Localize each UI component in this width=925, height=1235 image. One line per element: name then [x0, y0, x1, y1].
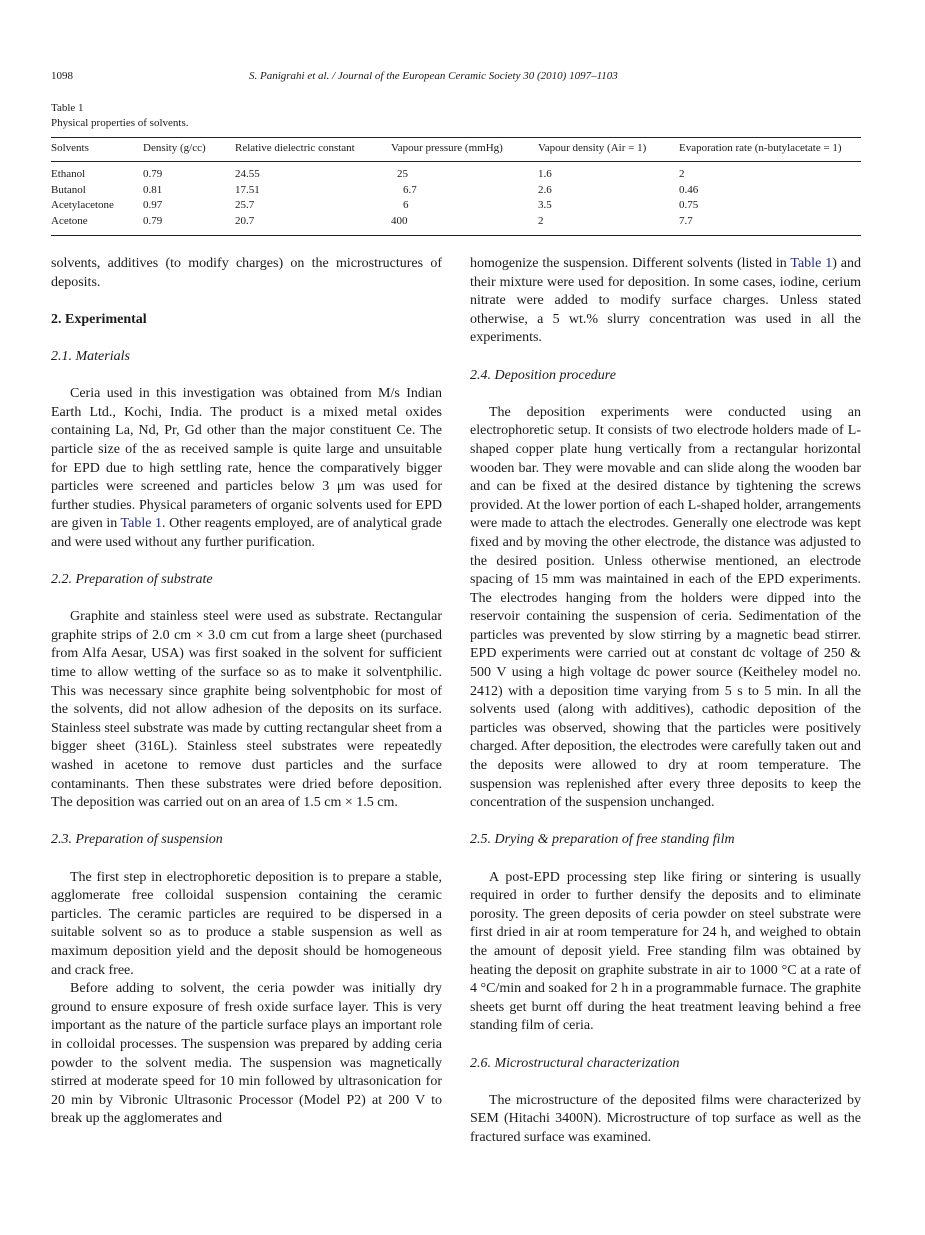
drying-paragraph: A post-EPD processing step like firing or sintering is usually required in order to further densify the deposits and to eliminate porosity. The green deposits of ceria powder on steel substrate were first dried in air at room temperature for 24 h, and weighed to obtain the amount of deposit yield. Free standing film was obtained by heating the deposit on graphite substrate in air to 1000 °C at a rate of 4 °C/min and soaked for 2 h in a programmable furnace. The graphite sheets get burnt off during the heat treatment leaving behind a free standing film of ceria.	[470, 869, 861, 1034]
table-cell: 6.7	[403, 183, 417, 196]
table-cell: 0.81	[143, 183, 163, 196]
table-cell: 25.7	[235, 199, 255, 211]
table-cell: 0.46	[679, 183, 699, 196]
table-row	[51, 198, 861, 214]
suspension-continued-paragraph	[470, 255, 861, 348]
table-row	[51, 162, 861, 183]
right-column	[470, 255, 861, 1148]
intro-tail-paragraph: solvents, additives (to modify charges) on the microstructures of deposits.	[51, 256, 442, 290]
table-cell: 7.7	[679, 214, 861, 236]
table-cell: 2.6	[538, 183, 552, 196]
table-cell: 0.97	[143, 199, 163, 211]
table-row	[51, 183, 861, 199]
column-header: Vapour pressure (mmHg)	[391, 138, 538, 162]
microstructural-paragraph: The microstructure of the deposited films were characterized by SEM (Hitachi 3400N). Microstructure of top surface as well as the fractured surface was examined.	[470, 1092, 861, 1145]
paragraph-text: ) and their mixture were used for deposition. In some cases, iodine, cerium nitrate were added to modify surface charges. Unless stated otherwise, a 5 wt.% slurry concentration was used in all the experiments.	[470, 256, 861, 346]
column-header: Density (g/cc)	[143, 138, 235, 162]
subsection-heading-substrate: 2.2. Preparation of substrate	[51, 572, 213, 588]
table-cell: 17.51	[235, 183, 260, 196]
table-title: Physical properties of solvents.	[51, 117, 189, 129]
table-cell: 20.7	[235, 214, 391, 236]
subsection-heading-suspension: 2.3. Preparation of suspension	[51, 832, 223, 848]
suspension-paragraph-2: Before adding to solvent, the ceria powder was initially dry ground to ensure exposure of fresh oxide surface layer. This is very important as the nature of the particle surface plays an important role in colloidal processes. The suspension was prepared by adding ceria powder to the solvent media. The suspension was magnetically stirred at moderate speed for 10 min followed by ultrasonication for 20 min by Vibronic Ultrasonic Processor (Model P2) at 200 V to break up the agglomerates and	[51, 981, 442, 1127]
section-heading-experimental: 2. Experimental	[51, 311, 147, 327]
table-cell: 25	[397, 168, 408, 180]
deposition-paragraph: The deposition experiments were conducted using an electrophoretic setup. It consists of two electrode holders made of L-shaped copper plate hung vertically from a rectangular horizontal wooden bar. They were movable and can slide along the wooden bar and can be fixed at the desired distance by tightening the screws provided. At the lower portion of each L-shaped holder, arrangements were made to attach the electrodes. Generally one electrode was kept fixed and by moving the other electrode, the distance was adjusted to the desired position. Unless otherwise mentioned, an electrode spacing of 15 mm was maintained in each of the EPD experiments. The electrodes hanging from the holders were dipped into the reservoir containing the suspension of ceria. Sedimentation of the particles was prevented by slow stirring by a magnetic bead stirrer. EPD experiments were carried out at constant dc voltage of 250 & 500 V using a high voltage dc power source (Keitheley model no. 2412) with a deposition time varying from 5 s to 5 min. In all the solvents used (along with additives), cathodic deposition of the particles was observed, showing that the particles were positively charged. After deposition, the electrodes were carefully taken out and the deposits were allowed to dry at room temperature. The suspension was replenished after every three deposits to keep the concentration of the suspension unchanged.	[470, 404, 861, 811]
paragraph-text: homogenize the suspension. Different solvents (listed in	[470, 256, 791, 271]
suspension-paragraph-1: The first step in electrophoretic deposition is to prepare a stable, agglomerate free colloidal suspension containing the ceramic particles. The ceramic particles are required to be dispersed in a suitable solvent so as to produce a stable suspension as well as maximum deposition yield and the deposit should be homogeneous and crack free.	[51, 869, 442, 978]
table-1-link[interactable]: Table 1	[120, 516, 163, 532]
table-row	[51, 214, 861, 236]
journal-reference: S. Panigrahi et al. / Journal of the European Ceramic Society 30 (2010) 1097–1103	[249, 70, 618, 82]
column-header: Solvents	[51, 138, 143, 162]
column-header: Evaporation rate (n-butylacetate = 1)	[679, 138, 861, 162]
subsection-heading-deposition: 2.4. Deposition procedure	[470, 367, 616, 383]
paragraph-text: Ceria used in this investigation was obtained from M/s Indian Earth Ltd., Kochi, India. The product is a mixed metal oxides containing La, Nd, Pr, Gd other than the major constituent Ce. The particle size of the as received sample is quite large and unsuitable for EPD due to high settling rate, hence the comparatively bigger particles were screened and particles below 3 μm was used for further studies. Physical parameters of organic solvents used for EPD are given in	[51, 386, 442, 532]
table-cell: 2	[538, 214, 679, 236]
table-cell: 1.6	[538, 168, 552, 180]
table-cell: Acetone	[51, 214, 143, 236]
table-label: Table 1	[51, 102, 84, 114]
table-cell: Ethanol	[51, 168, 86, 180]
table-cell: 0.79	[143, 168, 163, 180]
page-number: 1098	[51, 70, 73, 82]
table-cell: Butanol	[51, 183, 86, 196]
column-header: Vapour density (Air = 1)	[538, 138, 679, 162]
table-cell: 0.75	[679, 199, 699, 211]
subsection-heading-microstructural: 2.6. Microstructural characterization	[470, 1055, 680, 1071]
table-1-link[interactable]: Table 1	[790, 256, 833, 271]
subsection-heading-materials: 2.1. Materials	[51, 348, 130, 364]
subsection-heading-drying: 2.5. Drying & preparation of free standing film	[470, 832, 735, 848]
table-cell: 3.5	[538, 199, 552, 211]
table-header-row	[51, 138, 861, 162]
materials-paragraph	[51, 385, 442, 552]
table-cell: 6	[403, 199, 409, 211]
table-cell: 2	[679, 168, 685, 180]
table-caption	[51, 101, 188, 131]
paragraph-text: . Other reagents employed, are of analytical grade and were used without any further purification.	[51, 516, 442, 550]
table-cell: 0.79	[143, 214, 235, 236]
left-column	[51, 255, 442, 1129]
table-cell: 24.55	[235, 168, 260, 180]
column-header: Relative dielectric constant	[235, 138, 391, 162]
substrate-paragraph: Graphite and stainless steel were used as substrate. Rectangular graphite strips of 2.0 cm × 3.0 cm cut from a large sheet (purchased from Alfa Aesar, USA) was first soaked in the solvent for sufficient time to allow wetting of the surface so as to make it solventphilic. This was necessary since graphite being solventphobic for most of the solvents, did not allow adhesion of the deposits on its surface. Stainless steel substrate was made by cutting rectangular sheet from a bigger sheet (316L). Stainless steel substrates were repeatedly washed in acetone to remove dust particles and the surface contaminants. Then these substrates were dried before deposition. The deposition was carried out on an area of 1.5 cm × 1.5 cm.	[51, 609, 442, 811]
solvent-properties-table	[51, 137, 861, 236]
table-cell: 400	[391, 214, 538, 236]
table-cell: Acetylacetone	[51, 199, 114, 211]
